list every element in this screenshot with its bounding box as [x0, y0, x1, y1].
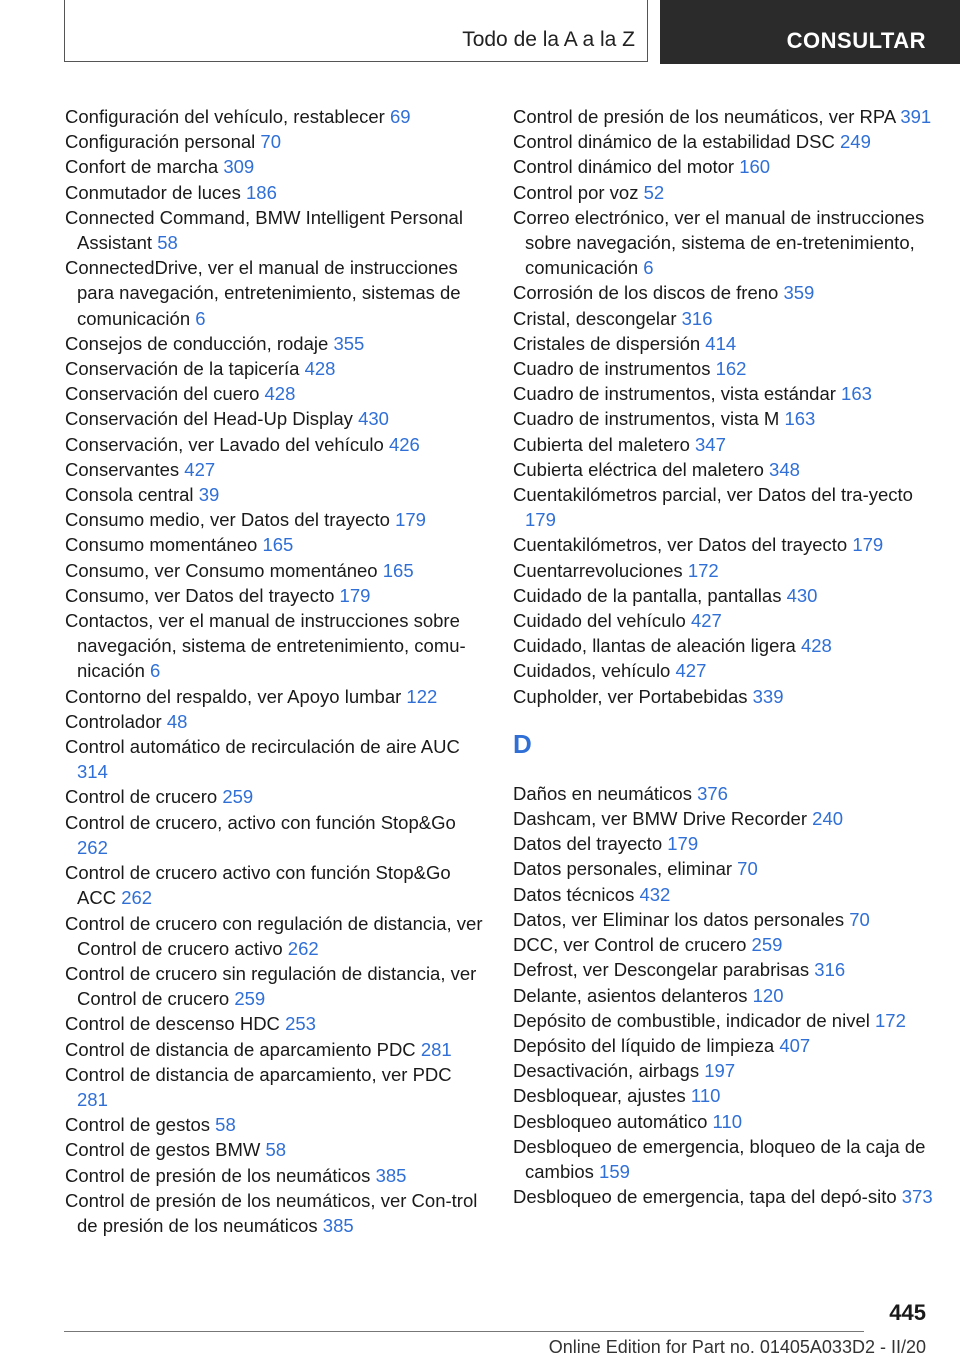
index-page-link[interactable]: 259 [234, 988, 266, 1010]
index-entry-text: Control de gestos [65, 1114, 211, 1136]
index-entry [513, 356, 933, 381]
index-page-link[interactable]: 359 [783, 282, 815, 304]
index-entry-text: Desbloqueo de emergencia, tapa del depó-sito [513, 1186, 897, 1208]
index-entry [65, 356, 485, 381]
index-page-link[interactable]: 432 [639, 883, 671, 905]
index-entry [513, 457, 933, 482]
index-page-link[interactable]: 69 [389, 106, 411, 127]
index-entry [65, 180, 485, 205]
index-entry [65, 381, 485, 406]
index-page-link[interactable]: 316 [814, 959, 846, 981]
index-entry [65, 583, 485, 608]
index-entry-text: Datos del trayecto [513, 833, 663, 855]
index-page-link[interactable]: 6 [150, 660, 161, 682]
index-entry [65, 432, 485, 457]
index-entry [65, 1137, 485, 1162]
index-entry [65, 255, 485, 331]
index-page-link[interactable]: 179 [395, 509, 426, 531]
index-page-link[interactable]: 428 [264, 383, 296, 405]
index-page-link[interactable]: 179 [852, 534, 884, 556]
index-entry-text: Control de descenso HDC [65, 1013, 280, 1035]
index-entry [513, 129, 933, 154]
index-entry-text: Desbloquear, ajustes [513, 1085, 686, 1107]
index-page-link[interactable]: 426 [388, 433, 420, 455]
page-number: 445 [889, 1300, 926, 1325]
index-entry [513, 1134, 933, 1184]
index-entry [513, 957, 933, 982]
index-entry-text: Control de crucero [65, 786, 218, 808]
index-entry-text: Control dinámico de la estabilidad DSC [513, 131, 835, 153]
index-entry-text: Depósito de combustible, indicador de nivel [513, 1009, 870, 1031]
index-entry [65, 1188, 485, 1238]
index-page-link[interactable]: 70 [737, 858, 758, 880]
index-entry [513, 180, 933, 205]
index-entry [513, 104, 933, 129]
index-entry-text: Control de distancia de aparcamiento, ver PDC [65, 1063, 452, 1085]
index-page-link[interactable]: 165 [262, 534, 294, 556]
index-entry [513, 932, 933, 957]
index-entry [513, 205, 933, 281]
index-entry-text: Cubierta eléctrica del maletero [513, 458, 764, 480]
index-entry [513, 583, 933, 608]
footer-edition-text: Online Edition for Part no. 01405A033D2 - II/20 [548, 1337, 926, 1357]
index-page-link[interactable]: 428 [304, 358, 336, 380]
index-page-link[interactable]: 110 [690, 1085, 721, 1107]
index-page-link[interactable]: 172 [687, 559, 719, 581]
index-entry-text: Consola central [65, 484, 194, 506]
index-entry-text: Cuidado, llantas de aleación ligera [513, 635, 796, 657]
section-letter-heading: D [513, 728, 532, 759]
index-entry-text: Control por voz [513, 181, 639, 203]
index-entry [65, 154, 485, 179]
index-entry-text: Corrosión de los discos de freno [513, 282, 779, 304]
index-entry-text: Control automático de recirculación de aire AUC [65, 736, 460, 758]
index-entry [65, 1112, 485, 1137]
index-entry-text: Connected Command, BMW Intelligent Personal Assistant [65, 206, 463, 254]
index-entry-text: Conservación del Head-Up Display [65, 408, 353, 430]
index-page-link[interactable]: 179 [525, 509, 556, 531]
index-group-c [513, 104, 933, 709]
index-entry-text: Cuidados, vehículo [513, 660, 671, 682]
index-entry [65, 709, 485, 734]
index-page-link[interactable]: 179 [339, 584, 371, 606]
index-page-link[interactable]: 122 [406, 685, 438, 707]
index-entry-text: Depósito del líquido de limpieza [513, 1034, 775, 1056]
index-page-link[interactable]: 355 [333, 332, 365, 354]
index-entry [65, 1037, 485, 1062]
index-entry [65, 810, 485, 860]
index-page-link[interactable]: 160 [739, 156, 771, 178]
index-entry-text: Daños en neumáticos [513, 782, 692, 804]
index-page-link[interactable]: 110 [712, 1110, 743, 1132]
index-entry-text: Consejos de conducción, rodaje [65, 332, 329, 354]
index-page-link[interactable]: 70 [260, 131, 281, 153]
index-entry-text: Cubierta del maletero [513, 433, 690, 455]
index-entry [513, 381, 933, 406]
index-entry [513, 608, 933, 633]
index-entry-text: Defrost, ver Descongelar parabrisas [513, 959, 810, 981]
index-entry [65, 482, 485, 507]
index-page-link[interactable]: 314 [77, 761, 108, 783]
index-entry-text: Conservantes [65, 458, 180, 480]
index-entry [513, 1033, 933, 1058]
index-entry [65, 608, 485, 684]
index-entry-text: Configuración personal [65, 131, 256, 153]
chapter-tab [660, 0, 960, 64]
index-entry [513, 532, 933, 557]
index-entry [513, 983, 933, 1008]
index-page-link[interactable]: 186 [246, 181, 277, 203]
index-page-link[interactable]: 58 [265, 1139, 287, 1161]
index-page-link[interactable]: 162 [715, 358, 747, 380]
index-entry [65, 684, 485, 709]
index-entry-text: Cristales de dispersión [513, 332, 701, 354]
index-page-link[interactable]: 197 [704, 1060, 736, 1082]
index-page-link[interactable]: 48 [166, 710, 188, 732]
index-page-link[interactable]: 376 [697, 782, 728, 804]
index-entry-text: Controlador [65, 710, 162, 732]
index-entry [513, 306, 933, 331]
index-entry-text: Datos técnicos [513, 883, 635, 905]
index-entry-text: Desbloqueo automático [513, 1110, 708, 1132]
index-entry-text: Cuadro de instrumentos, vista estándar [513, 383, 836, 405]
index-page-link[interactable]: 249 [840, 131, 871, 153]
index-page-link[interactable]: 427 [184, 458, 216, 480]
index-entry-text: Datos, ver Eliminar los datos personales [513, 908, 845, 930]
index-entry-text: Configuración del vehículo, restablecer [65, 106, 385, 127]
index-page-link[interactable]: 262 [287, 937, 319, 959]
index-entry [65, 205, 485, 255]
index-page-link[interactable]: 309 [223, 156, 255, 178]
index-page-link[interactable]: 427 [690, 610, 722, 632]
index-page-link[interactable]: 240 [812, 808, 844, 830]
index-entry-text: Cuidado de la pantalla, pantallas [513, 584, 782, 606]
index-page-link[interactable]: 430 [786, 584, 818, 606]
index-entry-text: Delante, asientos delanteros [513, 984, 748, 1006]
index-entry [513, 856, 933, 881]
section-tab [64, 0, 648, 62]
index-entry [513, 781, 933, 806]
index-page-link[interactable]: 339 [752, 685, 784, 707]
index-entry-text: Datos personales, eliminar [513, 858, 733, 880]
index-entry [513, 1184, 933, 1209]
index-entry-text: Consumo momentáneo [65, 534, 258, 556]
index-entry-text: Conmutador de luces [65, 181, 241, 203]
index-page-link[interactable]: 6 [195, 307, 206, 329]
index-page-link[interactable]: 179 [667, 833, 699, 855]
index-entry [65, 331, 485, 356]
index-entry [513, 432, 933, 457]
footer-divider [64, 1331, 864, 1332]
index-entry [513, 406, 933, 431]
index-page-link[interactable]: 430 [358, 408, 389, 430]
index-entry-text: Cuentakilómetros, ver Datos del trayecto [513, 534, 848, 556]
index-entry-text: Desactivación, airbags [513, 1060, 700, 1082]
index-page-link[interactable]: 414 [705, 332, 737, 354]
index-entry [65, 911, 485, 961]
index-entry [65, 532, 485, 557]
index-page-link[interactable]: 348 [769, 458, 800, 480]
index-entry [513, 806, 933, 831]
index-entry-text: Confort de marcha [65, 156, 219, 178]
index-page-link[interactable]: 172 [875, 1009, 906, 1031]
index-entry-text: Dashcam, ver BMW Drive Recorder [513, 808, 808, 830]
index-entry [513, 633, 933, 658]
index-entry [513, 907, 933, 932]
index-entry-text: Contactos, ver el manual de instrucciones sobre navegación, sistema de entretenimiento, comu-nicación [65, 610, 466, 682]
index-page-link[interactable]: 253 [285, 1013, 316, 1035]
index-entry-text: Control de crucero con regulación de distancia, ver Control de crucero activo [65, 912, 483, 959]
index-entry [513, 482, 933, 532]
index-page-link[interactable]: 58 [157, 232, 178, 254]
index-page-link[interactable]: 281 [77, 1088, 108, 1110]
index-entry-text: Control de crucero sin regulación de distancia, ver Control de crucero [65, 962, 477, 1010]
index-page-link[interactable]: 58 [215, 1114, 236, 1136]
index-page-link[interactable]: 385 [322, 1214, 354, 1236]
index-entry [65, 406, 485, 431]
index-page-link[interactable]: 347 [695, 433, 726, 455]
section-tab-label: Todo de la A a la Z [462, 28, 635, 51]
index-page-link[interactable]: 6 [643, 257, 654, 279]
index-page-link[interactable]: 262 [77, 836, 108, 858]
index-entry-text: Conservación, ver Lavado del vehículo [65, 433, 384, 455]
index-group-d [513, 781, 933, 1209]
index-entry [65, 734, 485, 784]
index-entry-text: Conservación del cuero [65, 383, 260, 405]
index-entry [65, 129, 485, 154]
index-entry-text: Contorno del respaldo, ver Apoyo lumbar [65, 685, 402, 707]
index-page-link[interactable]: 163 [784, 408, 816, 430]
index-page-link[interactable]: 391 [900, 106, 932, 127]
index-entry-text: Control de presión de los neumáticos, ver RPA [513, 106, 896, 127]
index-entry-text: Control de presión de los neumáticos [65, 1164, 371, 1186]
index-entry [65, 784, 485, 809]
index-entry [65, 1062, 485, 1112]
chapter-tab-label: CONSULTAR [786, 28, 926, 53]
index-page-link[interactable]: 39 [198, 484, 220, 506]
index-entry-text: Control de distancia de aparcamiento PDC [65, 1038, 416, 1060]
index-entry-text: Cuidado del vehículo [513, 610, 686, 632]
index-page-link[interactable]: 262 [121, 887, 153, 909]
index-entry-text: Correo electrónico, ver el manual de instrucciones sobre navegación, sistema de en-tretenimiento, comunicación [513, 206, 925, 279]
index-entry-text: Desbloqueo de emergencia, bloqueo de la caja de cambios [513, 1135, 926, 1182]
index-entry [513, 1083, 933, 1108]
index-entry-text: Consumo, ver Consumo momentáneo [65, 559, 378, 581]
index-page-link[interactable]: 159 [599, 1160, 630, 1182]
index-entry-text: Cuadro de instrumentos, vista M [513, 408, 780, 430]
index-entry [65, 860, 485, 910]
index-entry-text: Consumo medio, ver Datos del trayecto [65, 509, 390, 531]
index-column-right [513, 104, 933, 1209]
index-entry-text: Cuentarrevoluciones [513, 559, 683, 581]
index-entry [513, 280, 933, 305]
index-entry [65, 507, 485, 532]
index-column-left [65, 104, 485, 1238]
index-page-link[interactable]: 52 [643, 181, 665, 203]
index-entry [513, 1008, 933, 1033]
index-entry [513, 684, 933, 709]
index-entry-text: Cuentakilómetros parcial, ver Datos del tra-yecto [513, 484, 913, 506]
index-page-link[interactable]: 259 [751, 934, 783, 956]
index-page-link[interactable]: 70 [849, 908, 870, 930]
index-entry [65, 457, 485, 482]
index-entry [513, 1058, 933, 1083]
index-entry-text: DCC, ver Control de crucero [513, 934, 747, 956]
index-entry [513, 882, 933, 907]
index-entry-text: Control dinámico del motor [513, 156, 735, 178]
index-page-link[interactable]: 281 [420, 1038, 452, 1060]
index-entry-text: Control de presión de los neumáticos, ver Con-trol de presión de los neumáticos [65, 1189, 478, 1236]
index-entry [65, 961, 485, 1011]
index-entry-text: Cristal, descongelar [513, 307, 677, 329]
index-page-link[interactable]: 407 [779, 1034, 811, 1056]
index-page-link[interactable]: 163 [841, 383, 872, 405]
index-page-link[interactable]: 120 [752, 984, 784, 1006]
index-page-link[interactable]: 385 [375, 1164, 407, 1186]
index-entry [65, 558, 485, 583]
index-page-link[interactable]: 165 [382, 559, 414, 581]
index-entry-text: Conservación de la tapicería [65, 358, 300, 380]
index-page-link[interactable]: 259 [222, 786, 254, 808]
index-entry [513, 831, 933, 856]
index-page-link[interactable]: 316 [681, 307, 713, 329]
index-page-link[interactable]: 428 [800, 635, 832, 657]
page-header [0, 0, 960, 64]
index-entry-text: ConnectedDrive, ver el manual de instrucciones para navegación, entretenimiento, sistemas de comunicación [65, 257, 461, 329]
index-entry-text: Control de crucero activo con función Stop&Go ACC [65, 862, 451, 909]
index-entry [513, 558, 933, 583]
index-entry [65, 1011, 485, 1036]
index-page-link[interactable]: 373 [901, 1186, 933, 1208]
index-page-link[interactable]: 427 [675, 660, 707, 682]
index-entry-text: Cuadro de instrumentos [513, 358, 711, 380]
index-entry [513, 1109, 933, 1134]
index-entry-text: Consumo, ver Datos del trayecto [65, 584, 335, 606]
index-entry [65, 1163, 485, 1188]
index-entry-text: Cupholder, ver Portabebidas [513, 685, 748, 707]
index-entry-text: Control de gestos BMW [65, 1139, 261, 1161]
index-entry [513, 154, 933, 179]
index-entry [513, 658, 933, 683]
index-entry [65, 104, 485, 129]
index-entry [513, 331, 933, 356]
index-entry-text: Control de crucero, activo con función Stop&Go [65, 811, 456, 833]
